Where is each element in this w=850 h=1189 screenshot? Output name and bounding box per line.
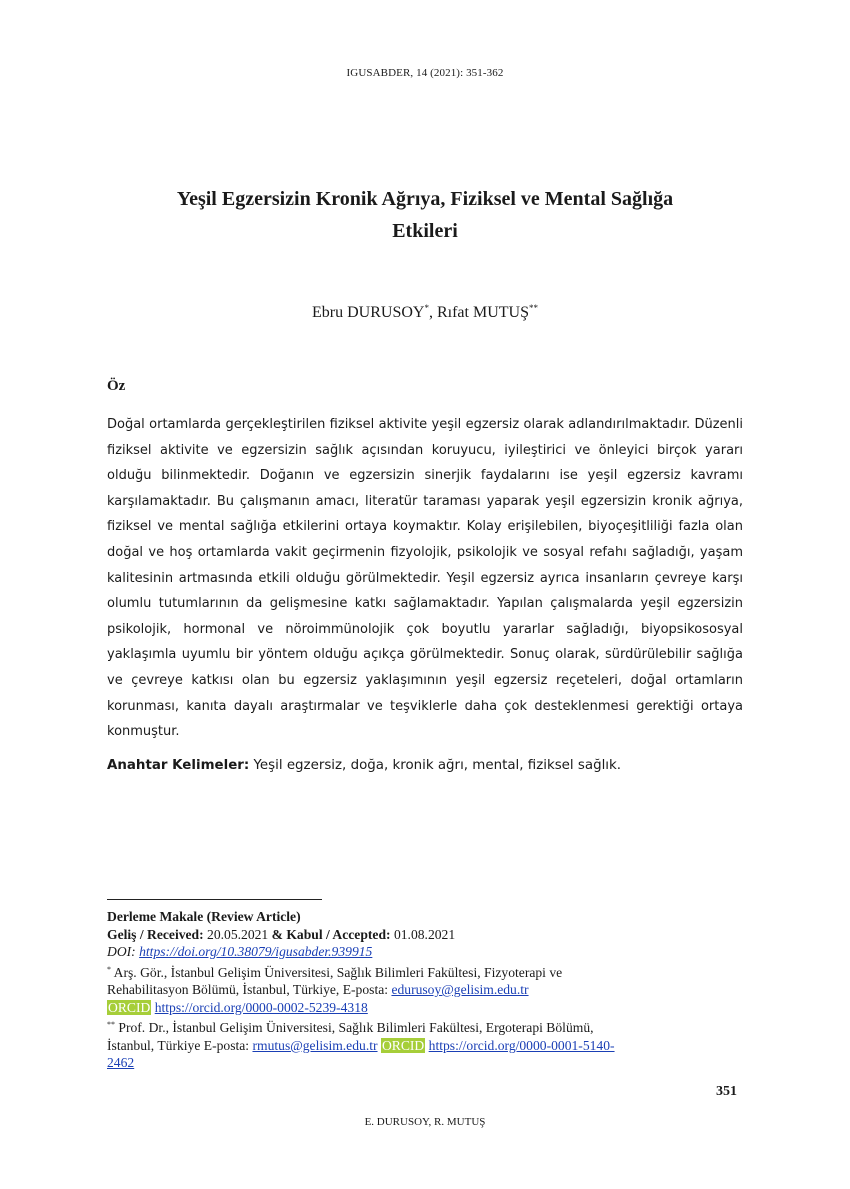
received-label: Geliş / Received:: [107, 926, 204, 942]
keywords-label: Anahtar Kelimeler:: [107, 758, 250, 773]
author-name: Rıfat MUTUŞ: [436, 304, 529, 321]
author-footnote-mark: **: [528, 303, 538, 313]
received-date: 20.05.2021: [203, 926, 272, 942]
running-footer: E. DURUSOY, R. MUTUŞ: [364, 1116, 486, 1128]
author1-affiliation-line-2: Rehabilitasyon Bölümü, İstanbul, Türkiye, E-posta:: [107, 982, 392, 997]
author2-email-link[interactable]: rmutus@gelisim.edu.tr: [252, 1037, 378, 1053]
author-list: [0, 303, 850, 322]
author2-affiliation: [107, 1016, 747, 1037]
author2-orcid-link-continued[interactable]: 2462: [107, 1055, 135, 1070]
accepted-label: & Kabul / Accepted:: [271, 926, 391, 942]
author-name: Ebru DURUSOY: [312, 304, 425, 321]
page-number: 351: [716, 1084, 737, 1099]
author1-footnote-mark: *: [107, 964, 111, 974]
article-title-line-1: Yeşil Egzersizin Kronik Ağrıya, Fiziksel ve Mental Sağlığa: [176, 188, 674, 210]
orcid-badge: ORCID: [108, 999, 151, 1015]
article-type: Derleme Makale (Review Article): [107, 909, 301, 924]
author2-footnote-mark: **: [107, 1020, 115, 1029]
author-separator: ,: [428, 304, 437, 321]
author2-affiliation-2: [107, 1037, 747, 1055]
orcid-badge: ORCID: [381, 1037, 425, 1053]
author1-orcid-link[interactable]: https://orcid.org/0000-0002-5239-4318: [154, 999, 368, 1015]
keywords-list: Yeşil egzersiz, doğa, kronik ağrı, mental, fiziksel sağlık.: [249, 758, 622, 773]
author2-orcid-link[interactable]: https://orcid.org/0000-0001-5140-: [428, 1037, 615, 1053]
author2-affiliation-line-1: Prof. Dr., İstanbul Gelişim Üniversitesi, Sağlık Bilimleri Fakültesi, Ergoterapi Bölümü,: [115, 1020, 594, 1035]
footnote-divider: [107, 899, 322, 900]
running-header: IGUSABDER, 14 (2021): 351-362: [346, 67, 504, 79]
keywords: [107, 758, 747, 773]
doi-link[interactable]: https://doi.org/10.38079/igusabder.939915: [139, 944, 373, 959]
author1-orcid-line: [107, 999, 747, 1017]
author-footnote-mark: *: [424, 303, 429, 313]
author1-affiliation-2: [107, 981, 747, 999]
doi-label: DOI:: [107, 944, 140, 959]
author1-affiliation-line-1: Arş. Gör., İstanbul Gelişim Üniversitesi, Sağlık Bilimleri Fakültesi, Fizyoterapi ve: [111, 964, 563, 980]
article-title: [100, 183, 750, 247]
author2-affiliation-line-2: İstanbul, Türkiye E-posta:: [107, 1037, 253, 1053]
abstract-text: Doğal ortamlarda gerçekleştirilen fiziksel aktivite yeşil egzersiz olarak adlandırılmaktadır. Düzenli fiziksel aktivite ve egzersizin sağlık açısından koruyucu, iyileştirici ve önleyici birçok yararı olduğu bilinmektedir. Doğanın ve egzersizin sinerjik faydalarını ise yeşil egzersiz kavramı karşılamaktadır. Bu çalışmanın amacı, literatür taraması yaparak yeşil egzersizin kronik ağrıya, fiziksel ve mental sağlığa etkilerini ortaya koymaktır. Kolay erişilebilen, biyoçeşitliliği fazla olan doğal ve hoş ortamlarda vakit geçirmenin fizyolojik, psikolojik ve sosyal refahı sağladığı, yaşam kalitesinin artmasında etkili olduğu görülmektedir. Yeşil egzersiz ayrıca insanların çevreye karşı olumlu tutumlarının da gelişmesine katkı sağlamaktadır. Yapılan çalışmalarda yeşil egzersizin psikolojik, hormonal ve nöroimmünolojik çok boyutlu yararlar sağladığı, biyopsikososyal yaklaşımla uyumlu bir yöntem olduğu açıkça görülmektedir. Sonuç olarak, sürdürülebilir sağlığa ve çevreye katkısı olan bu egzersiz yaklaşımının yeşil egzersiz reçeteleri, doğal ortamların korunması, kanıta dayalı araştırmalar ve teşviklerle daha çok desteklenmesi gerektiği ortaya konmuştur.: [107, 417, 743, 740]
accepted-date: 01.08.2021: [390, 926, 456, 942]
doi-line: [107, 943, 747, 961]
article-title-line-2: Etkileri: [392, 220, 458, 242]
abstract-heading: Öz: [107, 378, 126, 394]
author1-affiliation: [107, 961, 747, 982]
footnotes: [107, 908, 747, 1072]
dates-line: [107, 926, 747, 944]
author1-email-link[interactable]: edurusoy@gelisim.edu.tr: [391, 982, 529, 997]
